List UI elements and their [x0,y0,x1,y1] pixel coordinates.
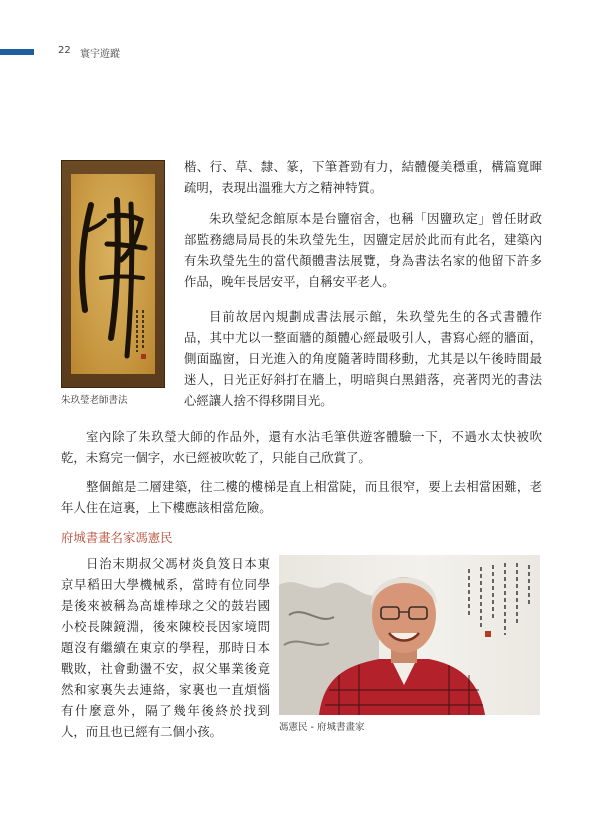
header-accent-bar [0,49,34,55]
page-number: 22 [58,45,71,56]
section-heading: 府城書畫名家馮憲民 [61,530,173,545]
paragraph-4: 室內除了朱玖瑩大師的作品外，還有水沾毛筆供遊客體驗一下，不過水太快被吹乾，未寫完一個字，水已經被吹乾了，只能自己欣賞了。 [61,429,542,465]
portrait-illustration [279,555,540,715]
portrait-caption: 馮憲民 - 府城書畫家 [279,722,365,733]
paragraph-1: 楷、行、草、隸、篆，下筆蒼勁有力，結體優美穩重，構篇寬暉疏明，表現出溫雅大方之精神特質。 [184,159,542,195]
magazine-title: 寰宇遊蹤 [80,49,120,60]
paragraph-5: 整個館是二層建築，往二樓的樓梯是直上相當陡，而且很窄，要上去相當困難，老年人住在這裏，上下樓應該相當危險。 [61,479,542,515]
calligraphy-caption: 朱玖瑩老師書法 [61,395,128,406]
paragraph-6: 日治末期叔父馮材炎負笈日本東京早稻田大學機械系，當時有位同學是後來被稱為高雄棒球之父的鼓岩國小校長陳鏡淵，後來陳校長因家境問題沒有繼續在東京的學程，那時日本戰敗，社會動盪不安，叔父畢業後竟然和家裏失去連絡，家裏也一直煩惱有什麼意外，隔了幾年後終於找到人，而且也已經有二個小孩。 [61,556,270,739]
calligraphy-image [61,160,165,388]
paragraph-3: 目前故居內規劃成書法展示館，朱玖瑩先生的各式書體作品，其中尤以一整面牆的顏體心經最吸引人，書寫心經的牆面，側面臨窗，日光進入的角度隨著時間移動，尤其是以午後時間最迷人，日光正好斜打在牆上，明暗與白黑錯落，亮著閃光的書法心經讓人捨不得移開目光。 [184,309,542,408]
paragraph-2: 朱玖瑩紀念館原本是台鹽宿舍，也稱「因鹽玖定」曾任財政部監務總局局長的朱玖瑩先生，因鹽定居於此而有此名，建築內有朱玖瑩先生的當代顏體書法展覽，身為書法名家的他留下許多作品，晚年長居安平，自稱安平老人。 [184,211,542,289]
portrait-photo [279,555,540,715]
calligraphy-strokes [61,160,165,388]
